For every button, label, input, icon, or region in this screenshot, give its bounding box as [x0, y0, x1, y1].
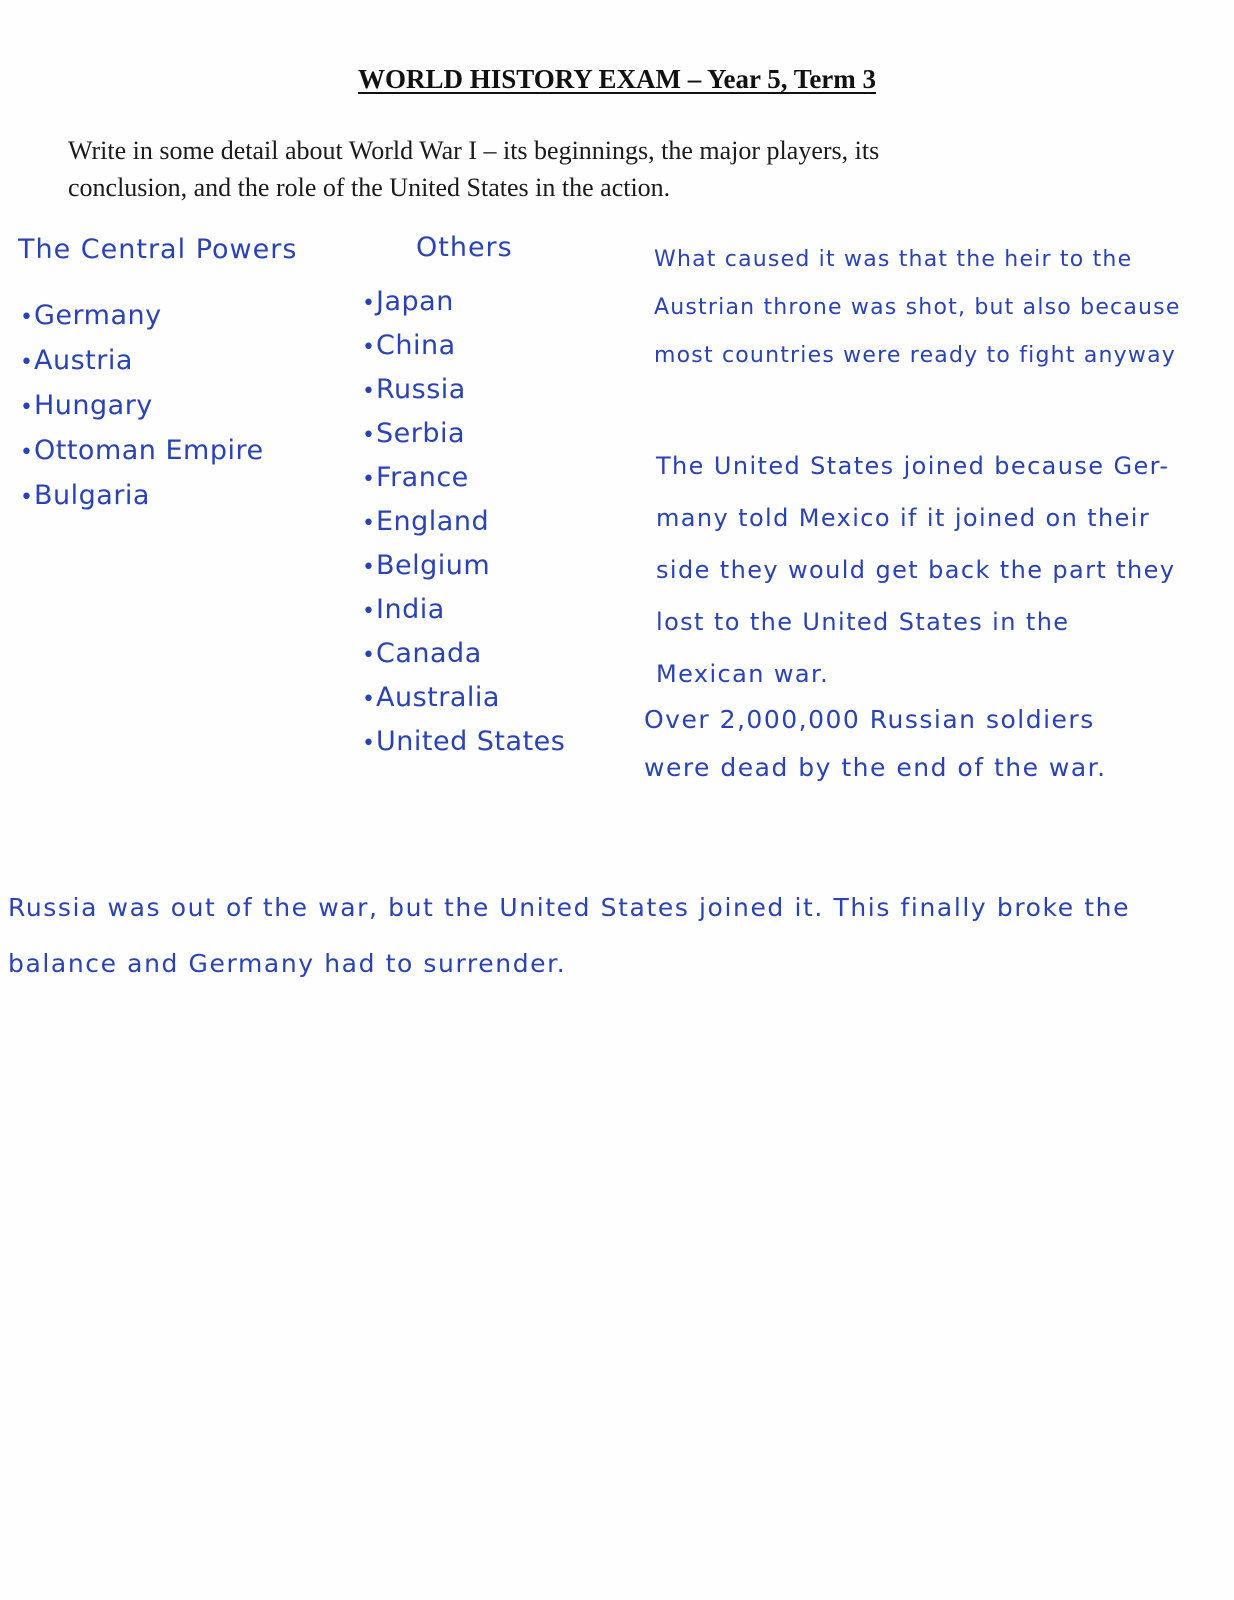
- prompt-line-1: Write in some detail about World War I – its beginnings, the major players, its: [68, 136, 880, 165]
- exam-title: WORLD HISTORY EXAM – Year 5, Term 3: [357, 64, 877, 94]
- paragraph-line: most countries were ready to fight anyway: [654, 343, 1176, 368]
- list-item: • Austria: [20, 345, 264, 390]
- paragraph-line: many told Mexico if it joined on their: [656, 504, 1151, 532]
- paragraph-line: Mexican war.: [656, 660, 830, 688]
- paragraph-line: were dead by the end of the war.: [644, 753, 1107, 782]
- paragraph-line: Austrian throne was shot, but also because: [654, 295, 1181, 320]
- list-item: • Australia: [362, 682, 565, 726]
- exam-prompt: [68, 132, 1068, 206]
- paragraph-line: side they would get back the part they: [656, 556, 1176, 584]
- list-item: • Serbia: [362, 418, 565, 462]
- paragraph-line: The United States joined because Ger-: [656, 452, 1170, 480]
- central-powers-list: [20, 300, 264, 525]
- paragraph-line: balance and Germany had to surrender.: [8, 949, 567, 978]
- paragraph-line: Over 2,000,000 Russian soldiers: [644, 705, 1095, 734]
- others-heading: Others: [416, 232, 513, 263]
- list-item: • Hungary: [20, 390, 264, 435]
- list-item: • Japan: [362, 286, 565, 330]
- prompt-line-2: conclusion, and the role of the United States in the action.: [68, 173, 671, 202]
- paragraph-line: Russia was out of the war, but the United States joined it. This finally broke the: [8, 893, 1131, 922]
- list-item: • France: [362, 462, 565, 506]
- list-item: • China: [362, 330, 565, 374]
- paragraph-line: What caused it was that the heir to the: [654, 247, 1133, 272]
- list-item: • Canada: [362, 638, 565, 682]
- russian-dead-paragraph: [644, 696, 1107, 792]
- central-powers-heading: The Central Powers: [18, 234, 298, 265]
- us-joined-paragraph: [656, 440, 1175, 700]
- list-item: • England: [362, 506, 565, 550]
- paragraph-line: lost to the United States in the: [656, 608, 1070, 636]
- list-item: • Ottoman Empire: [20, 435, 264, 480]
- list-item: • Russia: [362, 374, 565, 418]
- others-list: [362, 286, 565, 770]
- list-item: • India: [362, 594, 565, 638]
- list-item: • United States: [362, 726, 565, 770]
- list-item: • Bulgaria: [20, 480, 264, 525]
- conclusion-paragraph: [8, 880, 1130, 992]
- list-item: • Germany: [20, 300, 264, 345]
- list-item: • Belgium: [362, 550, 565, 594]
- cause-paragraph: [654, 236, 1181, 380]
